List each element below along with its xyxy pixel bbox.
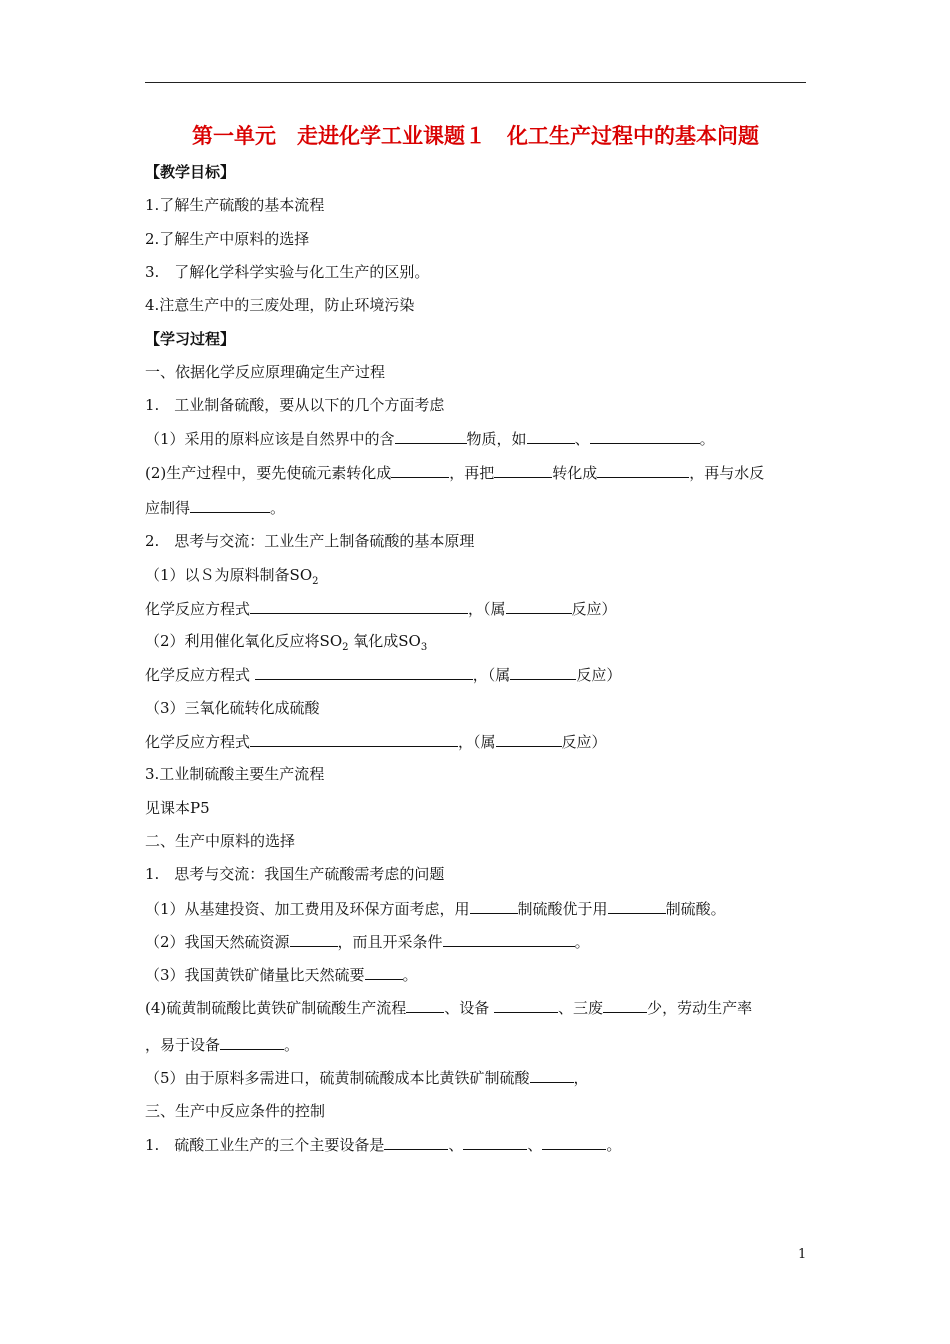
question-3: 3.工业制硫酸主要生产流程: [145, 765, 325, 783]
section-two-title: 二、生产中原料的选择: [145, 832, 296, 850]
goal-item: 4.注意生产中的三废处理，防止环境污染: [145, 296, 415, 314]
goal-item: 1.了解生产硫酸的基本流程: [145, 196, 325, 214]
section-two-item-4-cont: ，易于设备 。: [145, 1036, 300, 1054]
fill-blank[interactable]: [608, 898, 666, 914]
question-2: 2. 思考与交流：工业生产上制备硫酸的基本原理: [145, 532, 475, 550]
teaching-goals-heading: 【教学目标】: [145, 163, 236, 181]
fill-blank[interactable]: [510, 664, 576, 680]
fill-blank[interactable]: [290, 931, 338, 947]
fill-blank[interactable]: [590, 428, 700, 444]
section-two-item-4: (4)硫黄制硫酸比黄铁矿制硫酸生产流程 、设备 、三废 少，劳动生产率: [145, 999, 753, 1017]
section-three-item-1: 1. 硫酸工业生产的三个主要设备是 、 、 。: [145, 1136, 622, 1154]
fill-blank[interactable]: [391, 462, 449, 478]
question-1-2: (2)生产过程中，要先使硫元素转化成 ，再把 转化成 ，再与水反: [145, 464, 765, 482]
fill-blank[interactable]: [384, 1134, 448, 1150]
fill-blank[interactable]: [470, 898, 518, 914]
section-three-title: 三、生产中反应条件的控制: [145, 1102, 326, 1120]
fill-blank[interactable]: [190, 497, 270, 513]
section-two-question-1: 1. 思考与交流：我国生产硫酸需考虑的问题: [145, 865, 445, 883]
question-3-note: 见课本P5: [145, 799, 210, 817]
fill-blank[interactable]: [443, 931, 575, 947]
fill-blank[interactable]: [395, 428, 467, 444]
fill-blank[interactable]: [406, 997, 444, 1013]
question-2-2: （2）利用催化氧化反应将$SO_2$ 氧化成$SO_3$: [145, 632, 428, 653]
equation-line: 化学反应方程式 ，（属 反应）: [145, 666, 622, 684]
header-rule: [145, 82, 806, 83]
fill-blank[interactable]: [603, 997, 647, 1013]
fill-blank[interactable]: [506, 598, 572, 614]
question-1: 1. 工业制备硫酸，要从以下的几个方面考虑: [145, 396, 445, 414]
fill-blank[interactable]: [496, 731, 562, 747]
page-title: 第一单元 走进化学工业课题１ 化工生产过程中的基本问题: [192, 124, 759, 148]
fill-blank[interactable]: [250, 598, 468, 614]
fill-blank[interactable]: [365, 964, 403, 980]
fill-blank[interactable]: [527, 428, 575, 444]
fill-blank[interactable]: [494, 462, 552, 478]
learning-process-heading: 【学习过程】: [145, 330, 236, 348]
goal-item: 3. 了解化学科学实验与化工生产的区别。: [145, 263, 430, 281]
fill-blank[interactable]: [530, 1067, 574, 1083]
fill-blank[interactable]: [255, 664, 473, 680]
section-two-item-1: （1）从基建投资、加工费用及环保方面考虑，用 制硫酸优于用 制硫酸。: [145, 900, 726, 918]
question-1-2-cont: 应制得 。: [145, 499, 286, 517]
fill-blank[interactable]: [250, 731, 458, 747]
page-number: 1: [798, 1247, 807, 1262]
fill-blank[interactable]: [542, 1134, 606, 1150]
question-2-1: （1）以Ｓ为原料制备$SO_2$: [145, 566, 319, 587]
section-two-item-2: （2）我国天然硫资源 ，而且开采条件 。: [145, 933, 590, 951]
fill-blank[interactable]: [597, 462, 689, 478]
goal-item: 2.了解生产中原料的选择: [145, 230, 310, 248]
fill-blank[interactable]: [463, 1134, 527, 1150]
fill-blank[interactable]: [494, 997, 558, 1013]
equation-line: 化学反应方程式 ，（属 反应）: [145, 600, 617, 618]
section-two-item-5: （5）由于原料多需进口，硫黄制硫酸成本比黄铁矿制硫酸 ，: [145, 1069, 589, 1087]
fill-blank[interactable]: [220, 1034, 284, 1050]
section-one-title: 一、依据化学反应原理确定生产过程: [145, 363, 386, 381]
section-two-item-3: （3）我国黄铁矿储量比天然硫要 。: [145, 966, 418, 984]
equation-line: 化学反应方程式 ，（属 反应）: [145, 733, 607, 751]
question-2-3: （3）三氧化硫转化成硫酸: [145, 699, 320, 717]
question-1-1: （1）采用的原料应该是自然界中的含 物质，如 、 。: [145, 430, 715, 448]
